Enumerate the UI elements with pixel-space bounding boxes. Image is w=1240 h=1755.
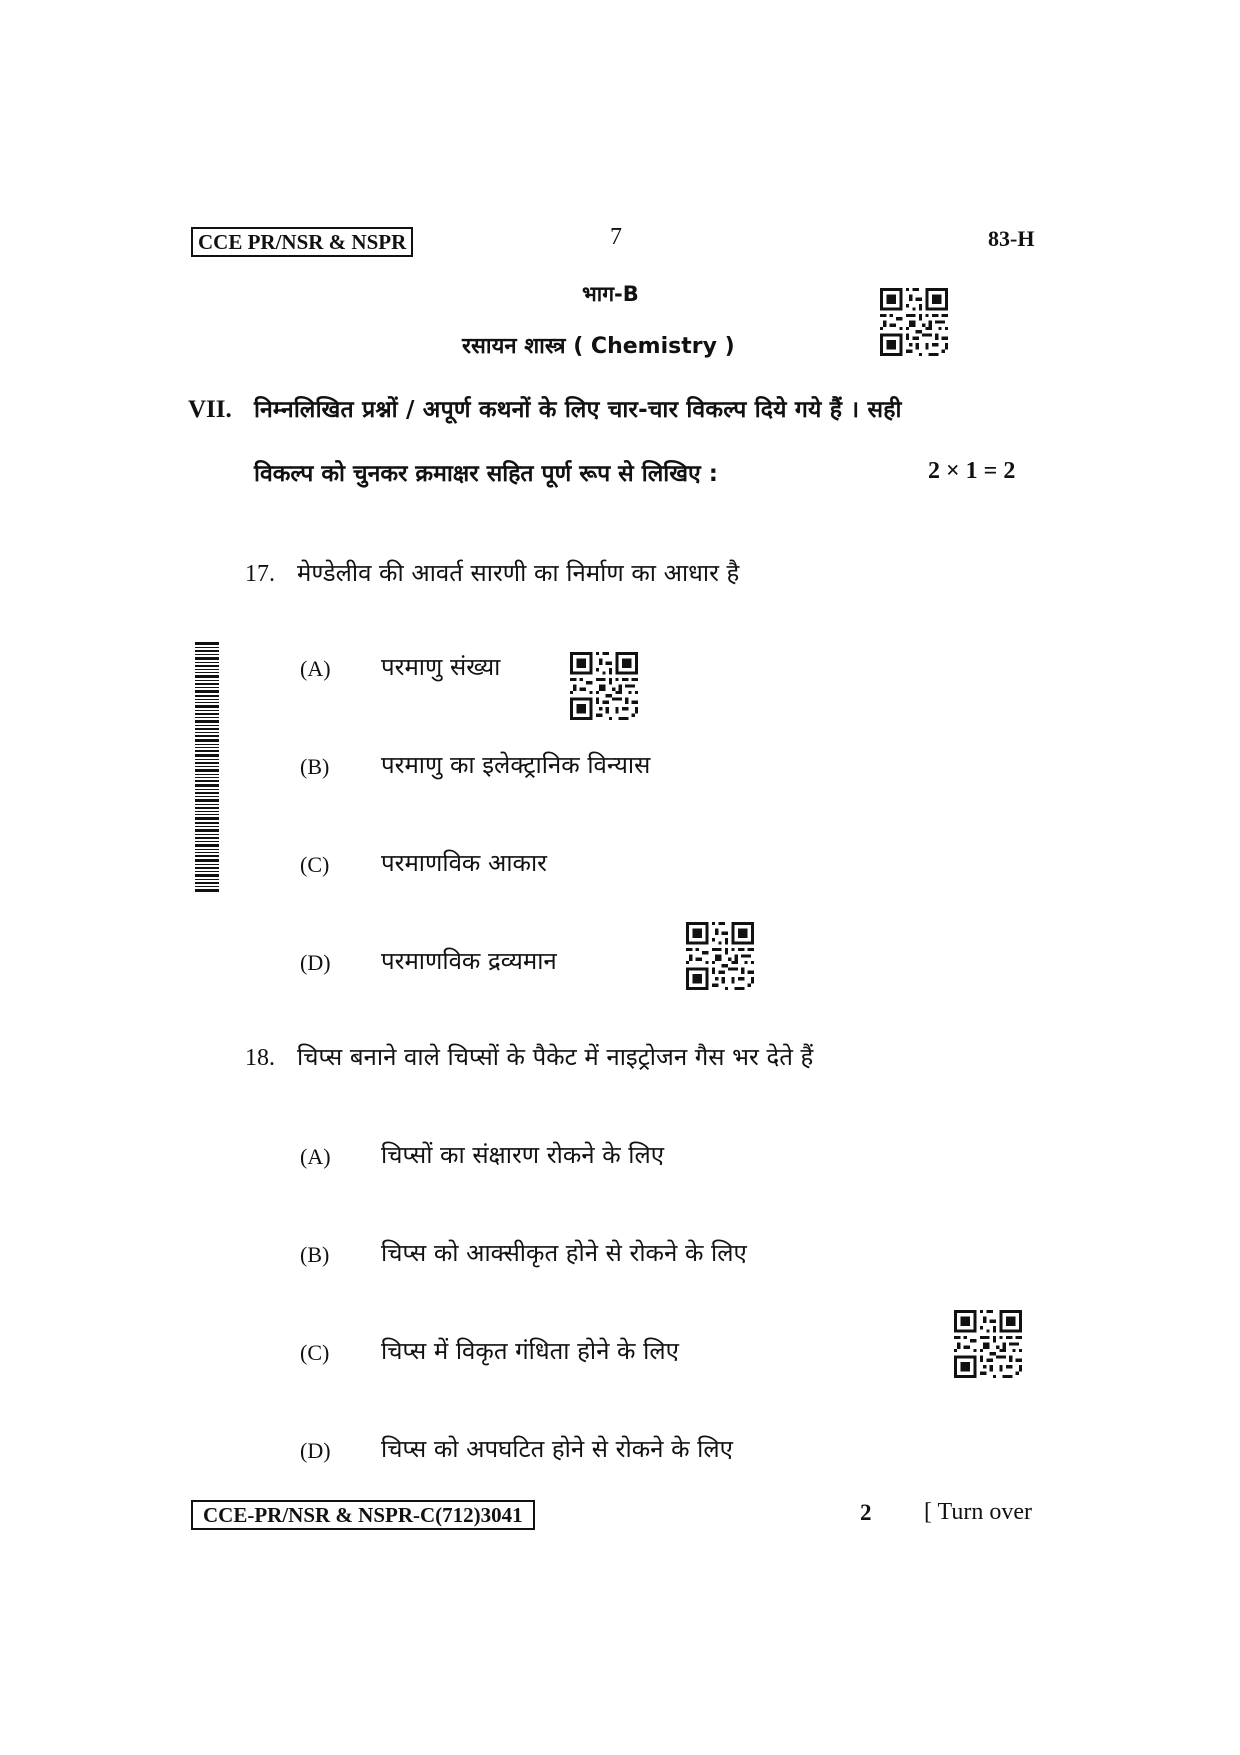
instruction-line-2: विकल्प को चुनकर क्रमाक्षर सहित पूर्ण रूप से लिखिए : — [254, 461, 718, 487]
instruction-number: VII. — [188, 396, 232, 423]
option-letter: (B) — [300, 754, 330, 779]
instruction-marks: 2 × 1 = 2 — [928, 458, 1016, 484]
question-number: 17. — [245, 561, 275, 587]
option-text: चिप्स में विकृत गंधिता होने के लिए — [381, 1337, 679, 1365]
option-letter: (C) — [300, 852, 330, 877]
qr-code-icon — [954, 1310, 1022, 1378]
option-letter: (B) — [300, 1242, 330, 1267]
part-heading: भाग-B — [582, 282, 639, 306]
qr-code-icon — [686, 922, 754, 990]
qr-code-icon — [880, 288, 948, 356]
footer-turn-over: [ Turn over — [924, 1499, 1033, 1525]
qr-code-icon — [570, 652, 638, 720]
question-18 — [245, 1040, 813, 1073]
option-letter: (A) — [300, 1144, 331, 1169]
option-text: चिप्सों का संक्षारण रोकने के लिए — [381, 1141, 665, 1169]
question-text: मेण्डेलीव की आवर्त सारणी का निर्माण का आधार है — [297, 559, 740, 587]
question-17 — [245, 556, 739, 589]
option-text: चिप्स को आक्सीकृत होने से रोकने के लिए — [381, 1239, 747, 1267]
option-text: परमाणविक आकार — [381, 849, 547, 877]
option-text: चिप्स को अपघटित होने से रोकने के लिए — [381, 1435, 733, 1463]
header-page-number: 7 — [610, 224, 622, 250]
subject-heading: रसायन शास्त्र ( Chemistry ) — [462, 334, 735, 359]
footer-code: CCE-PR/NSR & NSPR-C(712)3041 — [191, 1500, 535, 1530]
option-text: परमाणु संख्या — [381, 653, 501, 681]
header-code-right: 83-H — [988, 226, 1035, 251]
option-letter: (D) — [300, 950, 331, 975]
option-text: परमाणु का इलेक्ट्रानिक विन्यास — [381, 751, 651, 779]
option-letter: (D) — [300, 1438, 331, 1463]
question-text: चिप्स बनाने वाले चिप्सों के पैकेट में नाइट्रोजन गैस भर देते हैं — [297, 1043, 814, 1071]
instruction-line-1: निम्नलिखित प्रश्नों / अपूर्ण कथनों के लिए चार-चार विकल्प दिये गये हैं । सही — [254, 397, 902, 423]
option-text: परमाणविक द्रव्यमान — [381, 947, 557, 975]
option-letter: (C) — [300, 1340, 330, 1365]
barcode-icon — [195, 642, 219, 892]
question-number: 18. — [245, 1045, 275, 1071]
header-code-left: CCE PR/NSR & NSPR — [191, 227, 413, 257]
option-letter: (A) — [300, 656, 331, 681]
footer-page-number: 2 — [860, 1500, 872, 1525]
